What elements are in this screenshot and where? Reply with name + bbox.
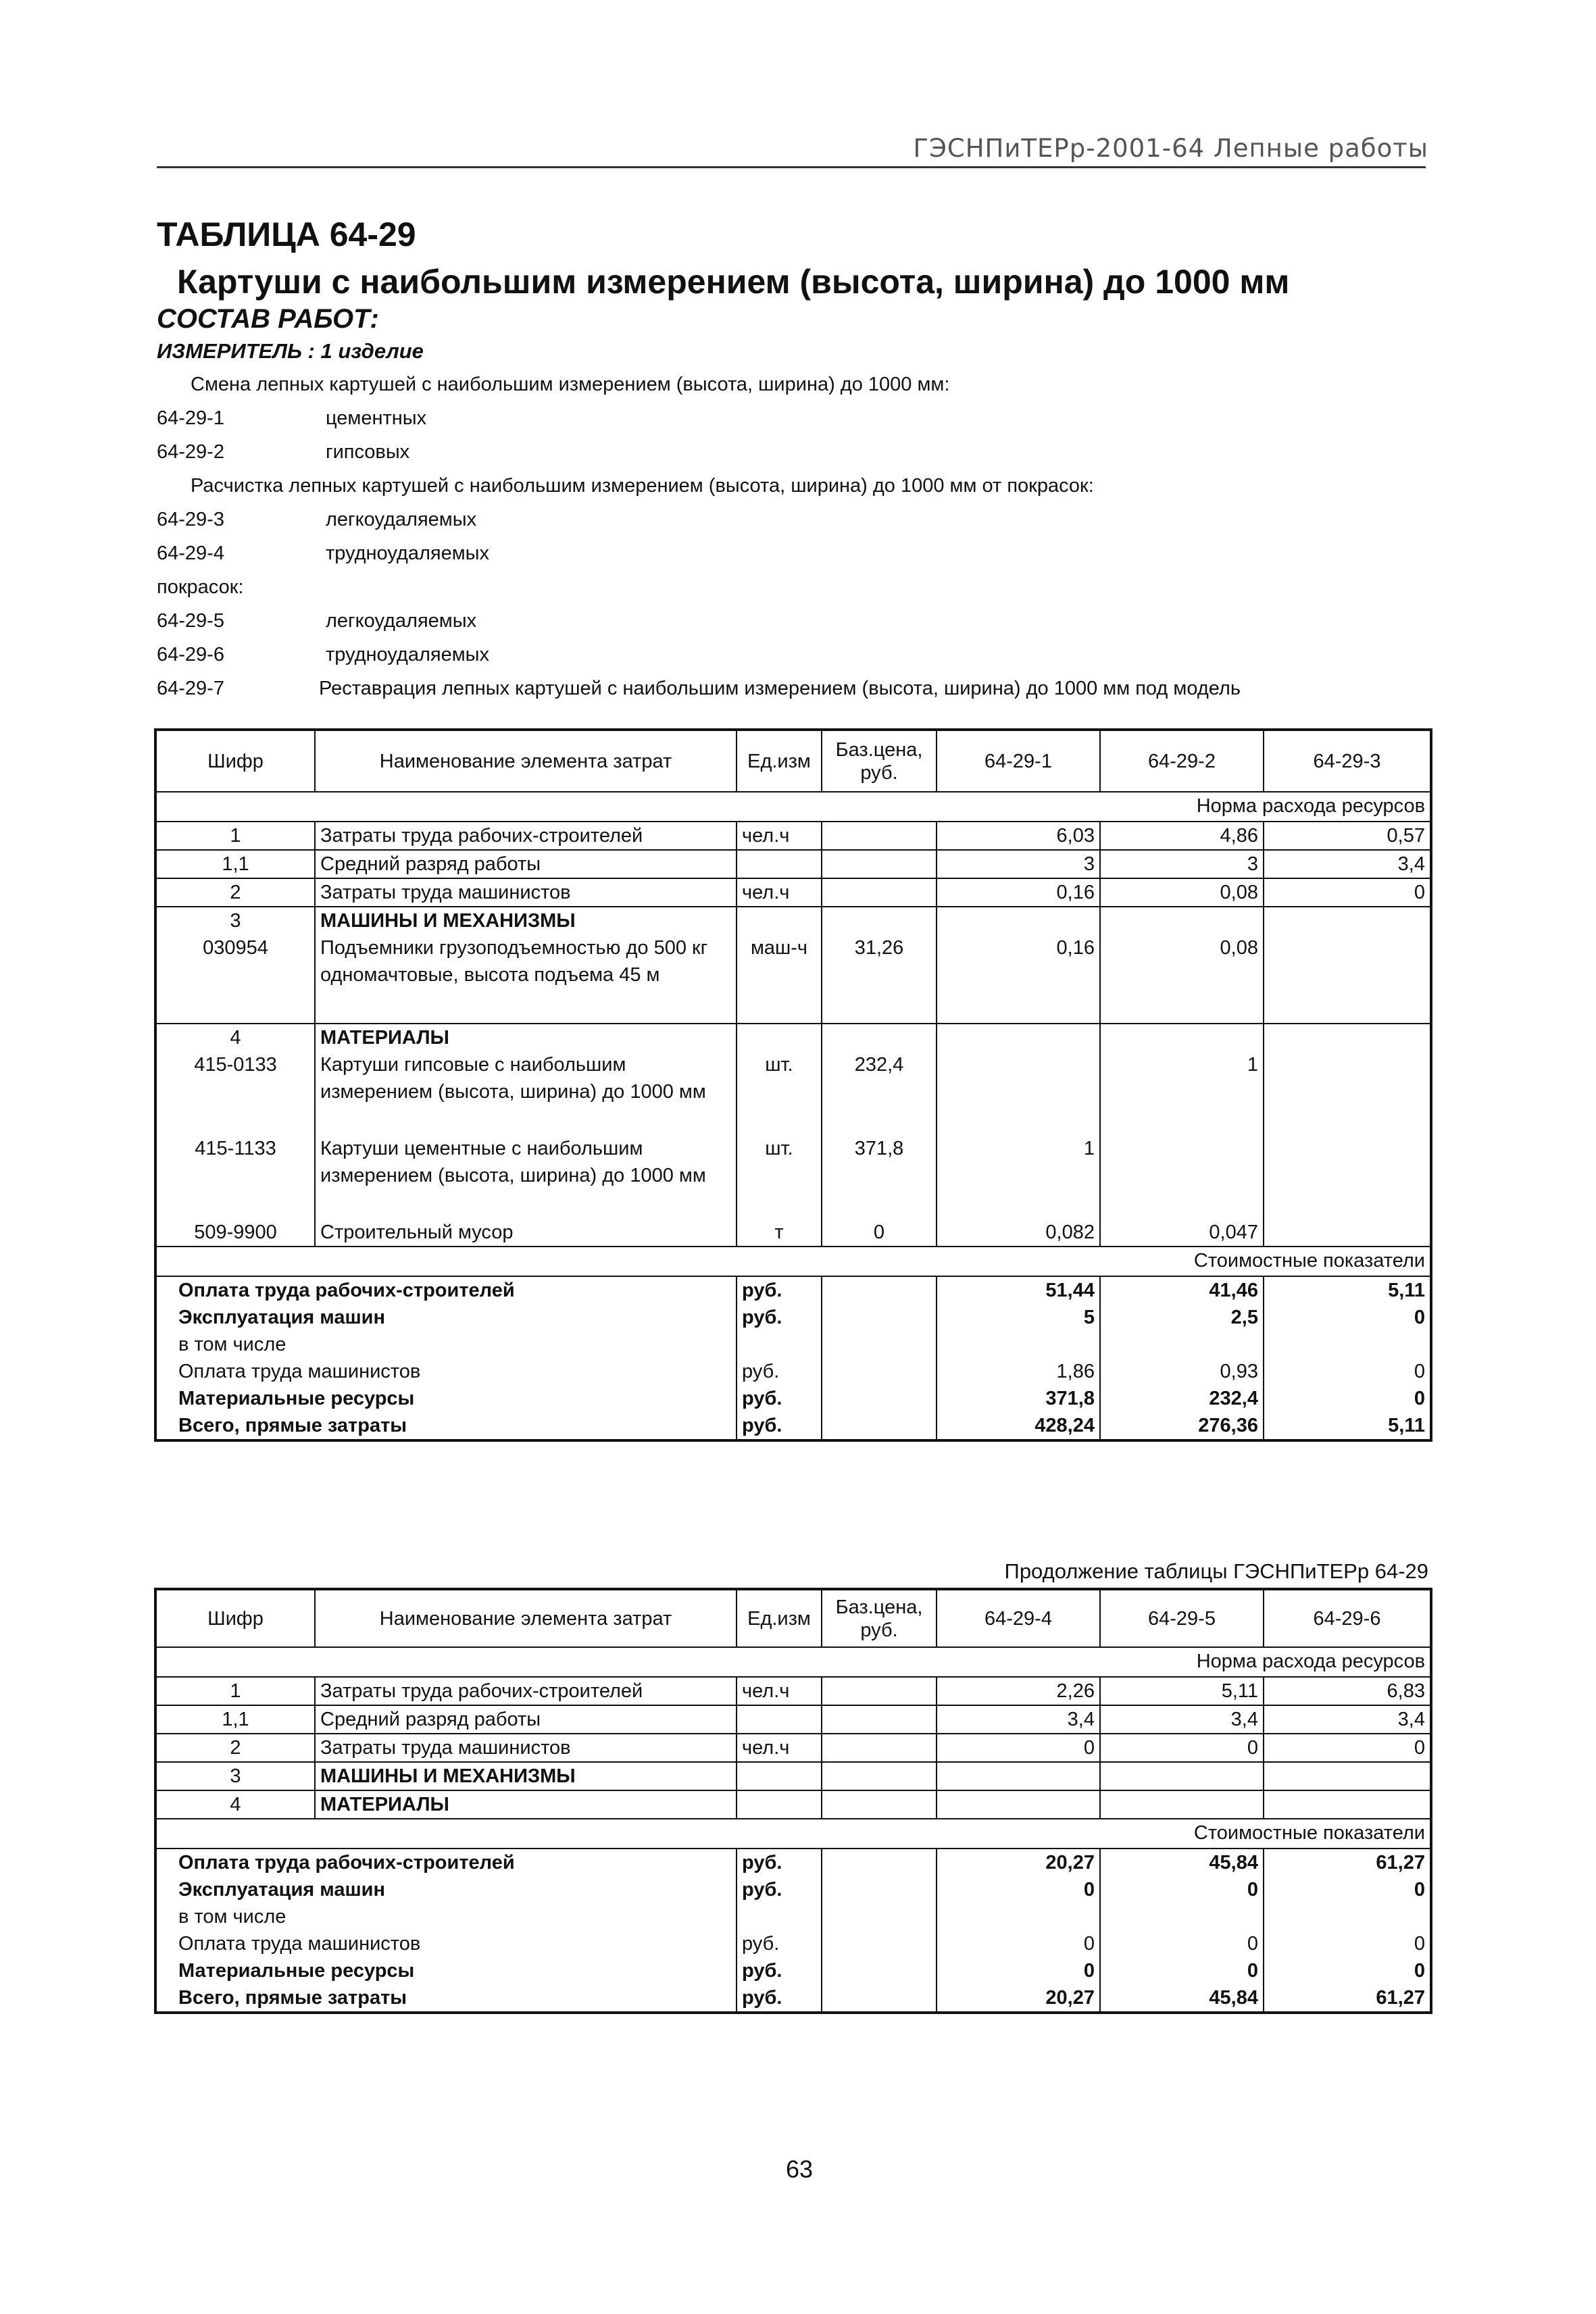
cost-name: в том числе	[155, 1903, 737, 1930]
cost-value: 0	[1100, 1876, 1264, 1903]
cell-value: 3	[937, 850, 1100, 878]
table-row	[155, 822, 1431, 850]
continuation-note: Продолжение таблицы ГЭСНПиТЕРр 64-29	[1004, 1559, 1428, 1583]
cell-value: 5,11	[1100, 1677, 1264, 1705]
header-rule	[157, 166, 1426, 168]
cell-code: 1,1	[155, 850, 315, 878]
cell-value: 1	[1100, 1051, 1264, 1135]
cost-value: 1,86	[937, 1358, 1100, 1385]
col-header-rate: 64-29-1	[937, 730, 1100, 792]
section-norm: Норма расхода ресурсов	[155, 792, 1431, 822]
cell-name: МАШИНЫ И МЕХАНИЗМЫ	[315, 907, 737, 934]
cell-value	[1100, 1790, 1264, 1819]
col-header-name: Наименование элемента затрат	[315, 1589, 737, 1647]
cell-value: 0,082	[937, 1219, 1100, 1247]
cost-value: 428,24	[937, 1412, 1100, 1440]
cell-value: 0	[1264, 878, 1431, 907]
cell-name: Затраты труда машинистов	[315, 1734, 737, 1762]
resource-table-1	[154, 728, 1432, 1442]
cost-row	[155, 1385, 1431, 1412]
cell-value: 0	[1100, 1734, 1264, 1762]
work-code: 64-29-4	[157, 543, 224, 564]
cost-unit: руб.	[737, 1876, 822, 1903]
cost-name: Оплата труда рабочих-строителей	[155, 1276, 737, 1304]
cell-value: 0,047	[1100, 1219, 1264, 1247]
cell-value	[1264, 907, 1431, 934]
cost-value: 0	[1264, 1304, 1431, 1331]
work-code: 64-29-7	[157, 678, 224, 699]
col-header-price: Баз.цена, руб.	[822, 1589, 937, 1647]
replace-intro: Смена лепных картушей с наибольшим измерением (высота, ширина) до 1000 мм:	[191, 374, 950, 395]
col-header-rate: 64-29-6	[1264, 1589, 1431, 1647]
cost-value: 0	[1264, 1385, 1431, 1412]
cost-value: 51,44	[937, 1276, 1100, 1304]
cost-name: Материальные ресурсы	[155, 1385, 737, 1412]
cost-row	[155, 1848, 1431, 1876]
table-row	[155, 1705, 1431, 1734]
table-number: ТАБЛИЦА 64-29	[157, 216, 416, 253]
col-header-rate: 64-29-2	[1100, 730, 1264, 792]
cost-row	[155, 1412, 1431, 1440]
cost-value: 41,46	[1100, 1276, 1264, 1304]
table-row	[155, 1135, 1431, 1219]
cell-value: 0	[1264, 1734, 1431, 1762]
work-desc: трудноудаляемых	[326, 543, 489, 564]
cost-name: Всего, прямые затраты	[155, 1412, 737, 1440]
cell-code: 030954	[155, 934, 315, 1024]
cost-unit: руб.	[737, 1412, 822, 1440]
cell-value	[1264, 1790, 1431, 1819]
table-row	[155, 1677, 1431, 1705]
cell-value	[1264, 934, 1431, 1024]
table-row	[155, 878, 1431, 907]
table-row	[155, 1734, 1431, 1762]
cell-name: Средний разряд работы	[315, 1705, 737, 1734]
cell-value	[1264, 1135, 1431, 1219]
cell-code: 1	[155, 1677, 315, 1705]
cell-value	[1100, 1762, 1264, 1790]
cell-price	[822, 822, 937, 850]
cost-name: Всего, прямые затраты	[155, 1984, 737, 2013]
cell-unit: чел.ч	[737, 822, 822, 850]
cell-unit: чел.ч	[737, 1734, 822, 1762]
work-code: 64-29-5	[157, 610, 224, 632]
cell-value: 3,4	[937, 1705, 1100, 1734]
cell-price: 232,4	[822, 1051, 937, 1135]
work-code: 64-29-3	[157, 509, 224, 530]
cost-name: Оплата труда машинистов	[155, 1930, 737, 1957]
table-row	[155, 1024, 1431, 1051]
cost-value: 0,93	[1100, 1358, 1264, 1385]
cell-value	[1100, 907, 1264, 934]
running-header: ГЭСНПиТЕРр-2001-64 Лепные работы	[913, 134, 1428, 163]
resource-table-2	[154, 1588, 1432, 2014]
work-code: 64-29-2	[157, 441, 224, 463]
col-header-rate: 64-29-3	[1264, 730, 1431, 792]
table-header-row	[155, 730, 1431, 792]
table-row	[155, 1790, 1431, 1819]
cell-value: 0,08	[1100, 934, 1264, 1024]
cost-value: 0	[1264, 1930, 1431, 1957]
col-header-price: Баз.цена, руб.	[822, 730, 937, 792]
cost-value: 20,27	[937, 1848, 1100, 1876]
cell-value: 0,57	[1264, 822, 1431, 850]
table-row	[155, 1762, 1431, 1790]
col-header-code: Шифр	[155, 1589, 315, 1647]
cell-code: 1,1	[155, 1705, 315, 1734]
cell-value	[937, 1024, 1100, 1051]
cell-unit	[737, 907, 822, 934]
table-header-row	[155, 1589, 1431, 1647]
cost-row	[155, 1876, 1431, 1903]
cell-unit: шт.	[737, 1051, 822, 1135]
cost-row	[155, 1984, 1431, 2013]
cell-value	[937, 1051, 1100, 1135]
cell-unit	[737, 1024, 822, 1051]
table-row	[155, 907, 1431, 934]
cell-name: МАШИНЫ И МЕХАНИЗМЫ	[315, 1762, 737, 1790]
cell-value: 3,4	[1264, 1705, 1431, 1734]
cost-value: 276,36	[1100, 1412, 1264, 1440]
section-norm: Норма расхода ресурсов	[155, 1647, 1431, 1677]
cost-row	[155, 1957, 1431, 1984]
work-desc: трудноудаляемых	[326, 644, 489, 665]
cell-unit: шт.	[737, 1135, 822, 1219]
unit-line: ИЗМЕРИТЕЛЬ : 1 изделие	[157, 339, 424, 363]
cost-value: 0	[1264, 1957, 1431, 1984]
cell-value: 0,08	[1100, 878, 1264, 907]
cell-price: 371,8	[822, 1135, 937, 1219]
cell-name: МАТЕРИАЛЫ	[315, 1024, 737, 1051]
cell-value: 6,03	[937, 822, 1100, 850]
cell-value	[937, 907, 1100, 934]
cell-price	[822, 1734, 937, 1762]
cost-value: 232,4	[1100, 1385, 1264, 1412]
cell-unit	[737, 1762, 822, 1790]
cell-name: Затраты труда рабочих-строителей	[315, 1677, 737, 1705]
cost-value: 5	[937, 1304, 1100, 1331]
cost-value: 2,5	[1100, 1304, 1264, 1331]
cost-name: Оплата труда рабочих-строителей	[155, 1848, 737, 1876]
cost-unit: руб.	[737, 1304, 822, 1331]
cost-value: 0	[937, 1876, 1100, 1903]
table-title: Картуши с наибольшим измерением (высота, ширина) до 1000 мм	[177, 263, 1290, 301]
cell-price	[822, 1705, 937, 1734]
cell-unit	[737, 1705, 822, 1734]
cell-name: Строительный мусор	[315, 1219, 737, 1247]
cell-value	[937, 1762, 1100, 1790]
cell-code: 3	[155, 1762, 315, 1790]
cost-value: 0	[937, 1930, 1100, 1957]
cell-unit	[737, 1790, 822, 1819]
cost-unit: руб.	[737, 1930, 822, 1957]
cost-unit: руб.	[737, 1848, 822, 1876]
cell-name: Средний разряд работы	[315, 850, 737, 878]
cost-value: 5,11	[1264, 1276, 1431, 1304]
cell-value: 3,4	[1100, 1705, 1264, 1734]
cell-price	[822, 907, 937, 934]
clean-intro: Расчистка лепных картушей с наибольшим измерением (высота, ширина) до 1000 мм от покрасок:	[191, 475, 1094, 497]
cell-value	[1264, 1051, 1431, 1135]
cost-name: в том числе	[155, 1331, 737, 1358]
cost-value: 20,27	[937, 1984, 1100, 2013]
cell-name: Картуши гипсовые с наибольшим измерением (высота, ширина) до 1000 мм	[315, 1051, 737, 1135]
page-number: 63	[786, 2155, 814, 2183]
cell-name: МАТЕРИАЛЫ	[315, 1790, 737, 1819]
cell-price: 31,26	[822, 934, 937, 1024]
cell-price	[822, 1677, 937, 1705]
cell-value: 2,26	[937, 1677, 1100, 1705]
section-cost: Стоимостные показатели	[155, 1819, 1431, 1848]
cell-value: 0	[937, 1734, 1100, 1762]
cell-value	[1264, 1219, 1431, 1247]
col-header-name: Наименование элемента затрат	[315, 730, 737, 792]
cell-unit	[737, 850, 822, 878]
cell-name: Картуши цементные с наибольшим измерением (высота, ширина) до 1000 мм	[315, 1135, 737, 1219]
cell-value	[937, 1790, 1100, 1819]
cost-value: 0	[1264, 1358, 1431, 1385]
table-row	[155, 1051, 1431, 1135]
cell-value: 0,16	[937, 934, 1100, 1024]
cost-unit: руб.	[737, 1957, 822, 1984]
cell-code: 4	[155, 1790, 315, 1819]
cell-code: 1	[155, 822, 315, 850]
cell-code: 3	[155, 907, 315, 934]
cost-name: Материальные ресурсы	[155, 1957, 737, 1984]
paint-label: покрасок:	[157, 576, 244, 598]
cell-code: 4	[155, 1024, 315, 1051]
cost-unit: руб.	[737, 1984, 822, 2013]
col-header-code: Шифр	[155, 730, 315, 792]
work-code: 64-29-1	[157, 407, 224, 429]
work-desc: легкоудаляемых	[326, 509, 477, 530]
table-row	[155, 850, 1431, 878]
cost-value: 61,27	[1264, 1984, 1431, 2013]
cell-code: 415-1133	[155, 1135, 315, 1219]
cost-value: 0	[1100, 1930, 1264, 1957]
cell-price	[822, 878, 937, 907]
col-header-unit: Ед.изм	[737, 730, 822, 792]
cell-price	[822, 1790, 937, 1819]
cell-price	[822, 1762, 937, 1790]
cell-value: 1	[937, 1135, 1100, 1219]
cell-code: 509-9900	[155, 1219, 315, 1247]
cost-name: Оплата труда машинистов	[155, 1358, 737, 1385]
cell-price: 0	[822, 1219, 937, 1247]
cell-name: Подъемники грузоподъемностью до 500 кг одномачтовые, высота подъема 45 м	[315, 934, 737, 1024]
cost-value: 0	[937, 1957, 1100, 1984]
cost-value: 371,8	[937, 1385, 1100, 1412]
cost-value: 0	[1264, 1876, 1431, 1903]
works-heading: СОСТАВ РАБОТ:	[157, 304, 379, 334]
cell-value: 3	[1100, 850, 1264, 878]
work-desc: легкоудаляемых	[326, 610, 477, 632]
cost-unit: руб.	[737, 1358, 822, 1385]
cost-row	[155, 1358, 1431, 1385]
section-cost: Стоимостные показатели	[155, 1247, 1431, 1276]
cell-unit: т	[737, 1219, 822, 1247]
work-desc: цементных	[326, 407, 427, 429]
col-header-unit: Ед.изм	[737, 1589, 822, 1647]
cell-code: 2	[155, 1734, 315, 1762]
cell-price	[822, 1024, 937, 1051]
cell-value: 3,4	[1264, 850, 1431, 878]
cell-name: Затраты труда рабочих-строителей	[315, 822, 737, 850]
cost-unit: руб.	[737, 1276, 822, 1304]
cell-unit: чел.ч	[737, 878, 822, 907]
cell-value: 6,83	[1264, 1677, 1431, 1705]
work-desc: Реставрация лепных картушей с наибольшим измерением (высота, ширина) до 1000 мм под модель	[319, 678, 1241, 699]
cost-value: 5,11	[1264, 1412, 1431, 1440]
cost-name: Эксплуатация машин	[155, 1304, 737, 1331]
cell-name: Затраты труда машинистов	[315, 878, 737, 907]
cell-value	[1264, 1762, 1431, 1790]
table-row	[155, 934, 1431, 1024]
work-desc: гипсовых	[326, 441, 410, 463]
cell-unit: маш-ч	[737, 934, 822, 1024]
cell-unit: чел.ч	[737, 1677, 822, 1705]
cost-row	[155, 1331, 1431, 1358]
cost-value: 45,84	[1100, 1984, 1264, 2013]
col-header-rate: 64-29-5	[1100, 1589, 1264, 1647]
cell-value	[1100, 1135, 1264, 1219]
cost-row	[155, 1930, 1431, 1957]
col-header-rate: 64-29-4	[937, 1589, 1100, 1647]
cell-price	[822, 850, 937, 878]
cost-unit: руб.	[737, 1385, 822, 1412]
cell-value	[1100, 1024, 1264, 1051]
cell-value: 4,86	[1100, 822, 1264, 850]
cost-row	[155, 1903, 1431, 1930]
cell-value	[1264, 1024, 1431, 1051]
table-row	[155, 1219, 1431, 1247]
cost-value: 61,27	[1264, 1848, 1431, 1876]
cost-value: 45,84	[1100, 1848, 1264, 1876]
cost-name: Эксплуатация машин	[155, 1876, 737, 1903]
cost-row	[155, 1304, 1431, 1331]
cell-value: 0,16	[937, 878, 1100, 907]
cell-code: 415-0133	[155, 1051, 315, 1135]
work-code: 64-29-6	[157, 644, 224, 665]
cost-value: 0	[1100, 1957, 1264, 1984]
cell-code: 2	[155, 878, 315, 907]
cost-row	[155, 1276, 1431, 1304]
